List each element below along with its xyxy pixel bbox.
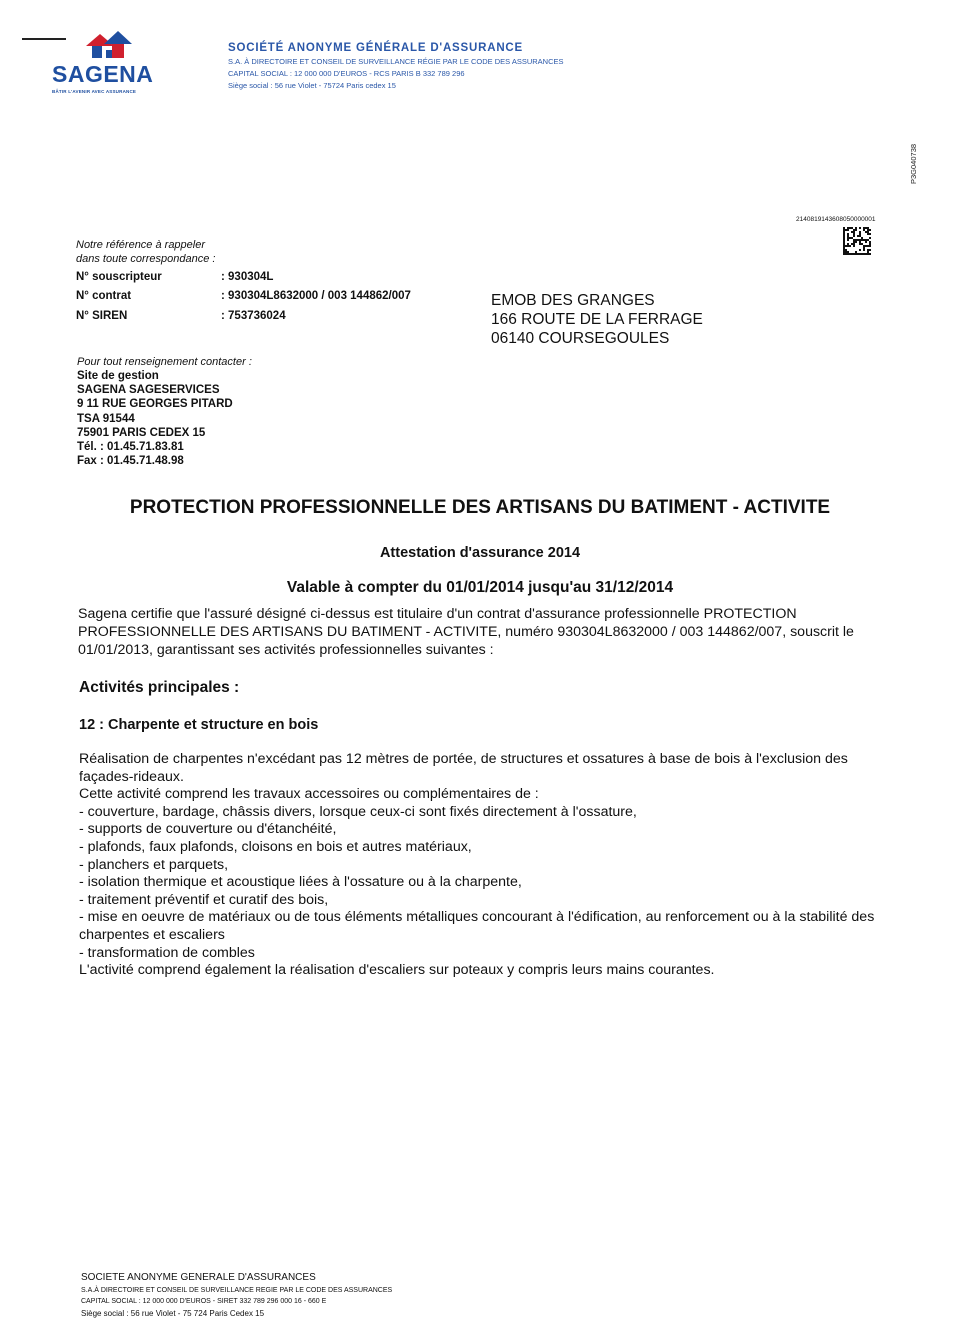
ref-label: N° contrat bbox=[76, 290, 132, 302]
ref-value: : 930304L8632000 / 003 144862/007 bbox=[221, 290, 411, 302]
company-line: S.A. À DIRECTOIRE ET CONSEIL DE SURVEILLANCE RÉGIE PAR LE CODE DES ASSURANCES bbox=[228, 57, 564, 66]
side-reference-text: P3G040738 bbox=[909, 143, 918, 184]
activity-line: - transformation de combles bbox=[79, 944, 255, 961]
company-name: SOCIÉTÉ ANONYME GÉNÉRALE D'ASSURANCE bbox=[228, 42, 523, 54]
certification-paragraph: Sagena certifie que l'assuré désigné ci-dessus est titulaire d'un contrat d'assurance professionnelle PROTECTION PROFESSIONNELLE DES ARTISANS DU BATIMENT - ACTIVITE, numéro 930304L8632000 / 003 144862/007, souscrit le 01/01/2013, garantissant ses activités professionnelles suivantes : bbox=[78, 606, 854, 658]
attestation-heading: Attestation d'assurance 2014 bbox=[379, 545, 581, 561]
activity-line: - isolation thermique et acoustique liées à l'ossature ou à la charpente, bbox=[79, 874, 522, 891]
document-title: PROTECTION PROFESSIONNELLE DES ARTISANS DU BATIMENT - ACTIVITE bbox=[129, 497, 831, 518]
activities-heading: Activités principales : bbox=[79, 679, 240, 696]
logo-tagline: BÂTIR L'AVENIR AVEC ASSURANCE bbox=[52, 89, 137, 94]
footer-line: S.A.À DIRECTOIRE ET CONSEIL DE SURVEILLANCE REGIE PAR LE CODE DES ASSURANCES bbox=[81, 1287, 393, 1294]
activity-line: - supports de couverture ou d'étanchéité, bbox=[79, 821, 337, 838]
activity-line: - couverture, bardage, châssis divers, lorsque ceux-ci sont fixés directement à l'ossature, bbox=[79, 803, 637, 820]
reference-intro: Notre référence à rappeler bbox=[76, 239, 206, 251]
barcode-number: 2140819143608050000001 bbox=[796, 216, 876, 223]
activity-line: - mise en oeuvre de matériaux ou de tous éléments métalliques concourant à l'édification, au renforcement ou à la stabilité des charpentes et escaliers bbox=[79, 909, 875, 943]
contact-line: SAGENA SAGESERVICES bbox=[77, 384, 220, 397]
activity-line: Cette activité comprend les travaux accessoires ou complémentaires de : bbox=[79, 786, 539, 803]
contact-fax: Fax : 01.45.71.48.98 bbox=[77, 455, 184, 468]
company-header bbox=[228, 42, 564, 90]
ref-label: N° SIREN bbox=[76, 310, 128, 322]
footer-company-name: SOCIETE ANONYME GENERALE D'ASSURANCES bbox=[81, 1272, 316, 1283]
contact-line: 9 11 RUE GEORGES PITARD bbox=[77, 398, 233, 411]
activity-line: L'activité comprend également la réalisation d'escaliers sur poteaux y compris leurs mains courantes. bbox=[79, 962, 715, 979]
activity-line: Réalisation de charpentes n'excédant pas 12 mètres de portée, de structures et ossatures à base de bois à l'exclusion des façades-rideaux. bbox=[79, 751, 848, 785]
ref-value: : 753736024 bbox=[221, 310, 286, 322]
activity-line: - traitement préventif et curatif des bois, bbox=[79, 891, 329, 908]
datamatrix-code-icon bbox=[843, 227, 871, 255]
company-line: CAPITAL SOCIAL : 12 000 000 D'EUROS - RCS PARIS B 332 789 296 bbox=[228, 69, 465, 78]
reference-block bbox=[76, 238, 411, 322]
recipient-line: 166 ROUTE DE LA FERRAGE bbox=[491, 311, 703, 328]
activity-line: - plafonds, faux plafonds, cloisons en bois et autres matériaux, bbox=[79, 838, 472, 855]
activity-title: 12 : Charpente et structure en bois bbox=[79, 717, 319, 733]
recipient-line: EMOB DES GRANGES bbox=[491, 292, 655, 309]
footer-line: CAPITAL SOCIAL : 12 000 000 D'EUROS - SIRET 332 789 296 000 16 - 660 E bbox=[81, 1298, 327, 1305]
activity-description bbox=[79, 751, 899, 980]
side-reference bbox=[896, 128, 936, 188]
recipient-address bbox=[491, 291, 703, 348]
footer bbox=[81, 1272, 392, 1318]
logo-wordmark: SAGENA bbox=[52, 61, 154, 87]
contact-line: Site de gestion bbox=[77, 370, 159, 382]
company-line: Siège social : 56 rue Violet - 75724 Paris cedex 15 bbox=[228, 81, 396, 90]
contact-block bbox=[77, 355, 252, 468]
recipient-line: 06140 COURSEGOULES bbox=[491, 330, 670, 347]
ref-label: N° souscripteur bbox=[76, 271, 162, 283]
validity-period: Valable à compter du 01/01/2014 jusqu'au 31/12/2014 bbox=[286, 579, 674, 596]
contact-phone: Tél. : 01.45.71.83.81 bbox=[77, 441, 184, 454]
footer-seat: Siège social : 56 rue Violet - 75 724 Paris Cedex 15 bbox=[81, 1309, 265, 1318]
contact-line: 75901 PARIS CEDEX 15 bbox=[77, 426, 206, 439]
ref-value: : 930304L bbox=[221, 271, 274, 283]
contact-intro: Pour tout renseignement contacter : bbox=[77, 356, 252, 368]
reference-intro: dans toute correspondance : bbox=[76, 253, 216, 265]
logo-house-icon bbox=[78, 28, 148, 62]
activity-line: - planchers et parquets, bbox=[79, 856, 229, 873]
contact-line: TSA 91544 bbox=[77, 412, 135, 425]
sagena-logo bbox=[48, 28, 168, 102]
